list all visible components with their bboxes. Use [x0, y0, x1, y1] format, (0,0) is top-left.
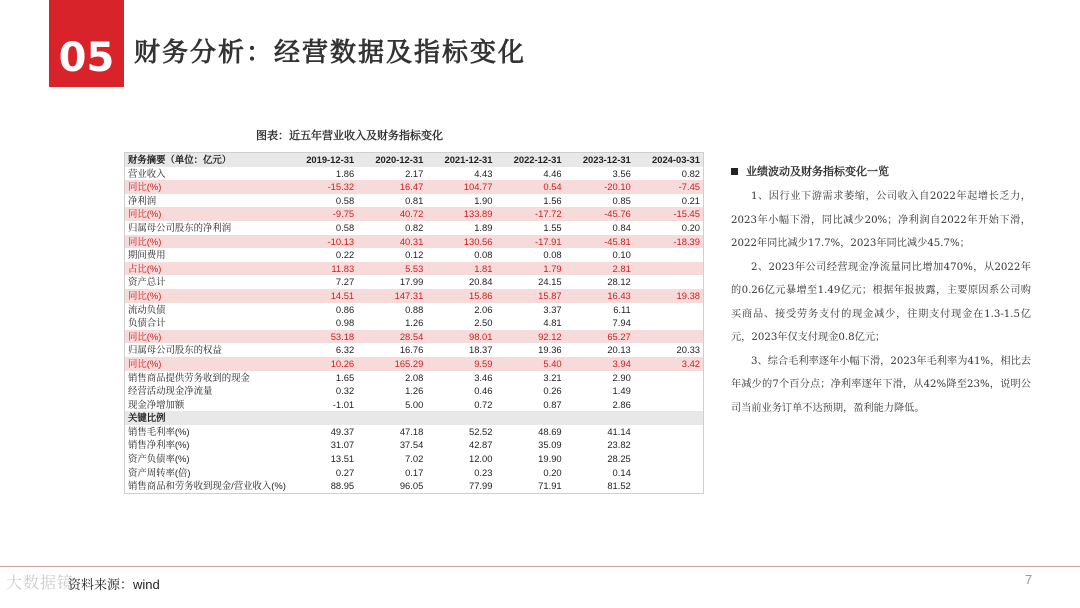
table-cell: 0.46	[474, 385, 493, 397]
table-row	[125, 425, 703, 439]
table-cell: 5.00	[405, 398, 424, 410]
table-cell: 11.83	[288, 262, 357, 276]
table-cell: -1.01	[332, 398, 355, 410]
table-cell: 0.23	[474, 466, 493, 478]
table-cell: 77.99	[469, 480, 493, 492]
table-row	[125, 357, 703, 371]
table-row	[125, 316, 703, 330]
table-cell: 3.21	[543, 371, 562, 383]
table-cell	[634, 466, 703, 480]
table-cell: 1.56	[543, 194, 562, 206]
table-cell: 40.72	[357, 207, 426, 221]
table-header-date: 2020-12-31	[357, 153, 426, 167]
table-cell: 1.26	[405, 385, 424, 397]
table-cell: 5.40	[495, 357, 564, 371]
table-cell: 0.85	[612, 194, 631, 206]
table-row	[125, 194, 703, 208]
row-label: 经营活动现金净流量	[128, 385, 213, 397]
table-cell: 6.11	[613, 303, 631, 315]
table-cell: 20.84	[469, 276, 493, 288]
table-cell: 0.32	[335, 385, 355, 397]
table-cell: 2.06	[474, 303, 493, 315]
section-number: 05	[58, 35, 115, 81]
table-cell: 0.08	[474, 249, 493, 261]
table-cell: 0.82	[681, 167, 700, 179]
row-label: 关键比例	[125, 411, 288, 425]
table-cell: 3.94	[565, 357, 634, 371]
table-cell: 15.87	[495, 289, 564, 303]
row-label: 同比(%)	[125, 235, 288, 249]
table-cell: 0.54	[495, 180, 564, 194]
table-cell: 0.86	[335, 303, 355, 315]
table-row	[125, 207, 703, 221]
summary-heading: 业绩波动及财务指标变化一览	[746, 165, 889, 178]
table-row	[125, 371, 703, 385]
table-cell: 19.38	[634, 289, 703, 303]
table-cell: 81.52	[607, 480, 631, 492]
table-cell: 2.17	[405, 167, 424, 179]
row-label: 同比(%)	[125, 180, 288, 194]
table-cell: -10.13	[288, 235, 357, 249]
row-label: 归属母公司股东的权益	[128, 344, 222, 356]
table-cell: 7.02	[405, 453, 424, 465]
table-cell: 2.86	[612, 398, 631, 410]
table-cell: 0.27	[335, 466, 355, 478]
table-cell: 1.49	[612, 385, 631, 397]
table-cell: 71.91	[538, 480, 562, 492]
table-row	[125, 479, 703, 493]
table-header-date: 2022-12-31	[495, 153, 564, 167]
table-row	[125, 466, 703, 480]
table-cell: 0.58	[335, 194, 355, 206]
table-cell	[495, 411, 564, 425]
row-label: 同比(%)	[125, 289, 288, 303]
table-cell: 7.27	[335, 276, 355, 288]
row-label: 资产总计	[128, 276, 166, 288]
table-cell	[634, 452, 703, 466]
table-cell: 0.81	[405, 194, 424, 206]
financial-table	[124, 152, 704, 494]
table-cell: -45.81	[565, 235, 634, 249]
table-cell: 7.94	[612, 317, 631, 329]
table-cell: 52.52	[469, 425, 493, 437]
table-cell: 6.32	[335, 344, 355, 356]
table-cell: 3.46	[474, 371, 493, 383]
table-cell: 0.17	[405, 466, 424, 478]
table-cell: 23.82	[607, 439, 631, 451]
table-cell: 13.51	[330, 453, 355, 465]
table-cell: 0.82	[405, 221, 424, 233]
table-cell: 0.84	[612, 221, 631, 233]
table-cell: 18.37	[469, 344, 493, 356]
footer-divider	[0, 566, 1080, 567]
table-cell	[634, 438, 703, 452]
table-cell: 0.14	[612, 466, 631, 478]
table-cell: 1.55	[543, 221, 562, 233]
table-cell: 3.42	[634, 357, 703, 371]
table-cell: 0.98	[335, 317, 355, 329]
table-cell: 48.69	[538, 425, 562, 437]
row-label: 同比(%)	[125, 207, 288, 221]
table-cell: 31.07	[330, 439, 355, 451]
table-cell: 1.79	[495, 262, 564, 276]
page-title: 财务分析：经营数据及指标变化	[134, 38, 527, 68]
table-cell: 165.29	[357, 357, 426, 371]
table-cell: 133.89	[426, 207, 495, 221]
row-label: 负债合计	[128, 317, 166, 329]
table-cell: 0.20	[681, 221, 700, 233]
table-cell: 14.51	[288, 289, 357, 303]
table-cell: 98.01	[426, 330, 495, 344]
table-cell: 42.87	[469, 439, 493, 451]
row-label: 归属母公司股东的净利润	[128, 221, 232, 233]
table-cell: 147.31	[357, 289, 426, 303]
table-cell: 0.08	[543, 249, 562, 261]
row-label: 销售净利率(%)	[128, 439, 190, 451]
table-cell: 40.31	[357, 235, 426, 249]
table-cell: 28.54	[357, 330, 426, 344]
table-cell: 9.59	[426, 357, 495, 371]
table-row	[125, 398, 703, 412]
table-cell: 49.37	[330, 425, 355, 437]
table-cell	[634, 398, 703, 412]
table-cell: 65.27	[565, 330, 634, 344]
bullet-square-icon	[731, 168, 738, 175]
table-cell: 104.77	[426, 180, 495, 194]
table-cell: -15.45	[634, 207, 703, 221]
table-row	[125, 262, 703, 276]
table-header-date: 2019-12-31	[288, 153, 357, 167]
table-cell: 35.09	[538, 439, 562, 451]
table-cell: -15.32	[288, 180, 357, 194]
table-cell: 0.20	[543, 466, 562, 478]
table-row	[125, 452, 703, 466]
table-row	[125, 438, 703, 452]
table-cell: 1.26	[405, 317, 424, 329]
table-cell: 1.86	[335, 167, 355, 179]
summary-paragraph: 2、2023年公司经营现金净流量同比增加470%，从2022年的0.26亿元暴增至1.49亿元；根据年报披露，主要原因系公司购买商品、接受劳务支付的现金减少，往期支付现金在1.3-1.5亿元，2023年仅支付现金0.8亿元；	[731, 261, 1031, 343]
row-label: 期间费用	[128, 249, 166, 261]
table-cell: 24.15	[538, 276, 562, 288]
table-cell: -17.91	[495, 235, 564, 249]
table-cell: 2.08	[405, 371, 424, 383]
table-cell: 4.81	[543, 317, 562, 329]
row-label: 占比(%)	[125, 262, 288, 276]
table-cell: 10.26	[288, 357, 357, 371]
summary-paragraph: 1、因行业下游需求萎缩，公司收入自2022年起增长乏力，2023年小幅下滑，同比减少20%；净利润自2022年开始下滑，2022年同比减少17.7%，2023年同比减少45.7%；	[731, 191, 1031, 249]
table-row	[125, 330, 703, 344]
table-cell: 53.18	[288, 330, 357, 344]
table-cell: -9.75	[288, 207, 357, 221]
table-row	[125, 303, 703, 317]
table-cell: 5.53	[357, 262, 426, 276]
row-label: 销售毛利率(%)	[128, 425, 190, 437]
table-row	[125, 289, 703, 303]
table-cell	[634, 248, 703, 262]
table-header-date: 2021-12-31	[426, 153, 495, 167]
table-cell: 0.72	[474, 398, 493, 410]
table-cell	[634, 371, 703, 385]
table-cell: 3.37	[543, 303, 562, 315]
table-cell: 92.12	[495, 330, 564, 344]
table-row	[125, 384, 703, 398]
row-label: 流动负债	[128, 303, 166, 315]
table-cell: 16.76	[399, 344, 424, 356]
table-cell: 41.14	[607, 425, 631, 437]
table-cell	[634, 330, 703, 344]
table-cell	[426, 411, 495, 425]
table-cell: 1.90	[474, 194, 493, 206]
table-cell: 0.12	[405, 249, 424, 261]
row-label: 资产负债率(%)	[128, 453, 190, 465]
table-header-row	[125, 153, 703, 167]
row-label: 同比(%)	[125, 330, 288, 344]
row-label: 营业收入	[128, 167, 166, 179]
watermark: 大数据镜	[6, 573, 75, 592]
table-cell: 15.86	[426, 289, 495, 303]
table-row	[125, 343, 703, 357]
table-row	[125, 180, 703, 194]
table-cell: 2.90	[612, 371, 631, 383]
table-cell	[634, 411, 703, 425]
table-cell: 16.43	[565, 289, 634, 303]
table-cell: 20.33	[676, 344, 700, 356]
page-number: 7	[1025, 572, 1033, 587]
section-number-badge	[49, 0, 124, 87]
table-cell: 4.46	[543, 167, 562, 179]
table-cell: 0.26	[543, 385, 562, 397]
table-cell: 0.10	[612, 249, 631, 261]
table-cell: 17.99	[399, 276, 424, 288]
table-cell: 0.87	[543, 398, 562, 410]
summary-panel	[731, 163, 1031, 420]
table-cell: 0.88	[405, 303, 424, 315]
table-row	[125, 411, 703, 425]
table-cell: 1.65	[335, 371, 355, 383]
table-cell: -45.76	[565, 207, 634, 221]
row-label: 销售商品提供劳务收到的现金	[128, 371, 250, 383]
table-cell	[565, 411, 634, 425]
table-header-label: 财务摘要（单位：亿元）	[125, 153, 288, 167]
financial-table-body	[125, 153, 703, 493]
row-label: 同比(%)	[125, 357, 288, 371]
table-cell: 4.43	[474, 167, 493, 179]
table-cell: -20.10	[565, 180, 634, 194]
table-cell: 20.13	[607, 344, 631, 356]
table-row	[125, 275, 703, 289]
summary-heading-row	[731, 163, 1031, 179]
table-cell: 3.56	[612, 167, 631, 179]
table-header-date: 2024-03-31	[634, 153, 703, 167]
row-label: 现金净增加额	[128, 398, 185, 410]
source-note: 资料来源：wind	[68, 577, 160, 592]
table-cell	[357, 411, 426, 425]
table-cell	[634, 262, 703, 276]
table-caption: 图表：近五年营业收入及财务指标变化	[256, 129, 443, 142]
table-cell: 0.58	[335, 221, 355, 233]
table-cell: -7.45	[634, 180, 703, 194]
table-cell: 130.56	[426, 235, 495, 249]
table-cell: 47.18	[399, 425, 424, 437]
table-cell	[288, 411, 357, 425]
table-cell	[634, 479, 703, 493]
table-row	[125, 221, 703, 235]
table-header-date: 2023-12-31	[565, 153, 634, 167]
row-label: 资产周转率(倍)	[128, 466, 191, 478]
row-label: 销售商品和劳务收到现金/营业收入(%)	[128, 480, 286, 492]
table-row	[125, 248, 703, 262]
row-label: 净利润	[128, 194, 157, 206]
table-cell: 0.21	[681, 194, 700, 206]
table-cell	[634, 316, 703, 330]
table-cell	[634, 303, 703, 317]
table-cell: 16.47	[357, 180, 426, 194]
table-cell: 96.05	[399, 480, 424, 492]
table-cell: 1.81	[426, 262, 495, 276]
table-row	[125, 167, 703, 181]
summary-paragraph: 3、综合毛利率逐年小幅下滑，2023年毛利率为41%，相比去年减少的7个百分点；净利率逐年下滑，从42%降至23%，说明公司当前业务订单不达预期，盈利能力降低。	[731, 355, 1031, 414]
table-cell	[634, 425, 703, 439]
table-cell: 12.00	[469, 453, 493, 465]
table-cell: -18.39	[634, 235, 703, 249]
table-cell: 2.81	[565, 262, 634, 276]
table-cell: 88.95	[330, 480, 355, 492]
table-cell: 19.36	[538, 344, 562, 356]
table-cell: 1.89	[474, 221, 493, 233]
table-cell: 37.54	[399, 439, 424, 451]
table-row	[125, 235, 703, 249]
table-cell	[634, 275, 703, 289]
table-cell: 2.50	[474, 317, 493, 329]
table-cell: 28.12	[607, 276, 631, 288]
table-cell: 19.90	[538, 453, 562, 465]
table-cell: -17.72	[495, 207, 564, 221]
table-cell: 28.25	[607, 453, 631, 465]
table-cell	[634, 384, 703, 398]
table-cell: 0.22	[335, 249, 355, 261]
